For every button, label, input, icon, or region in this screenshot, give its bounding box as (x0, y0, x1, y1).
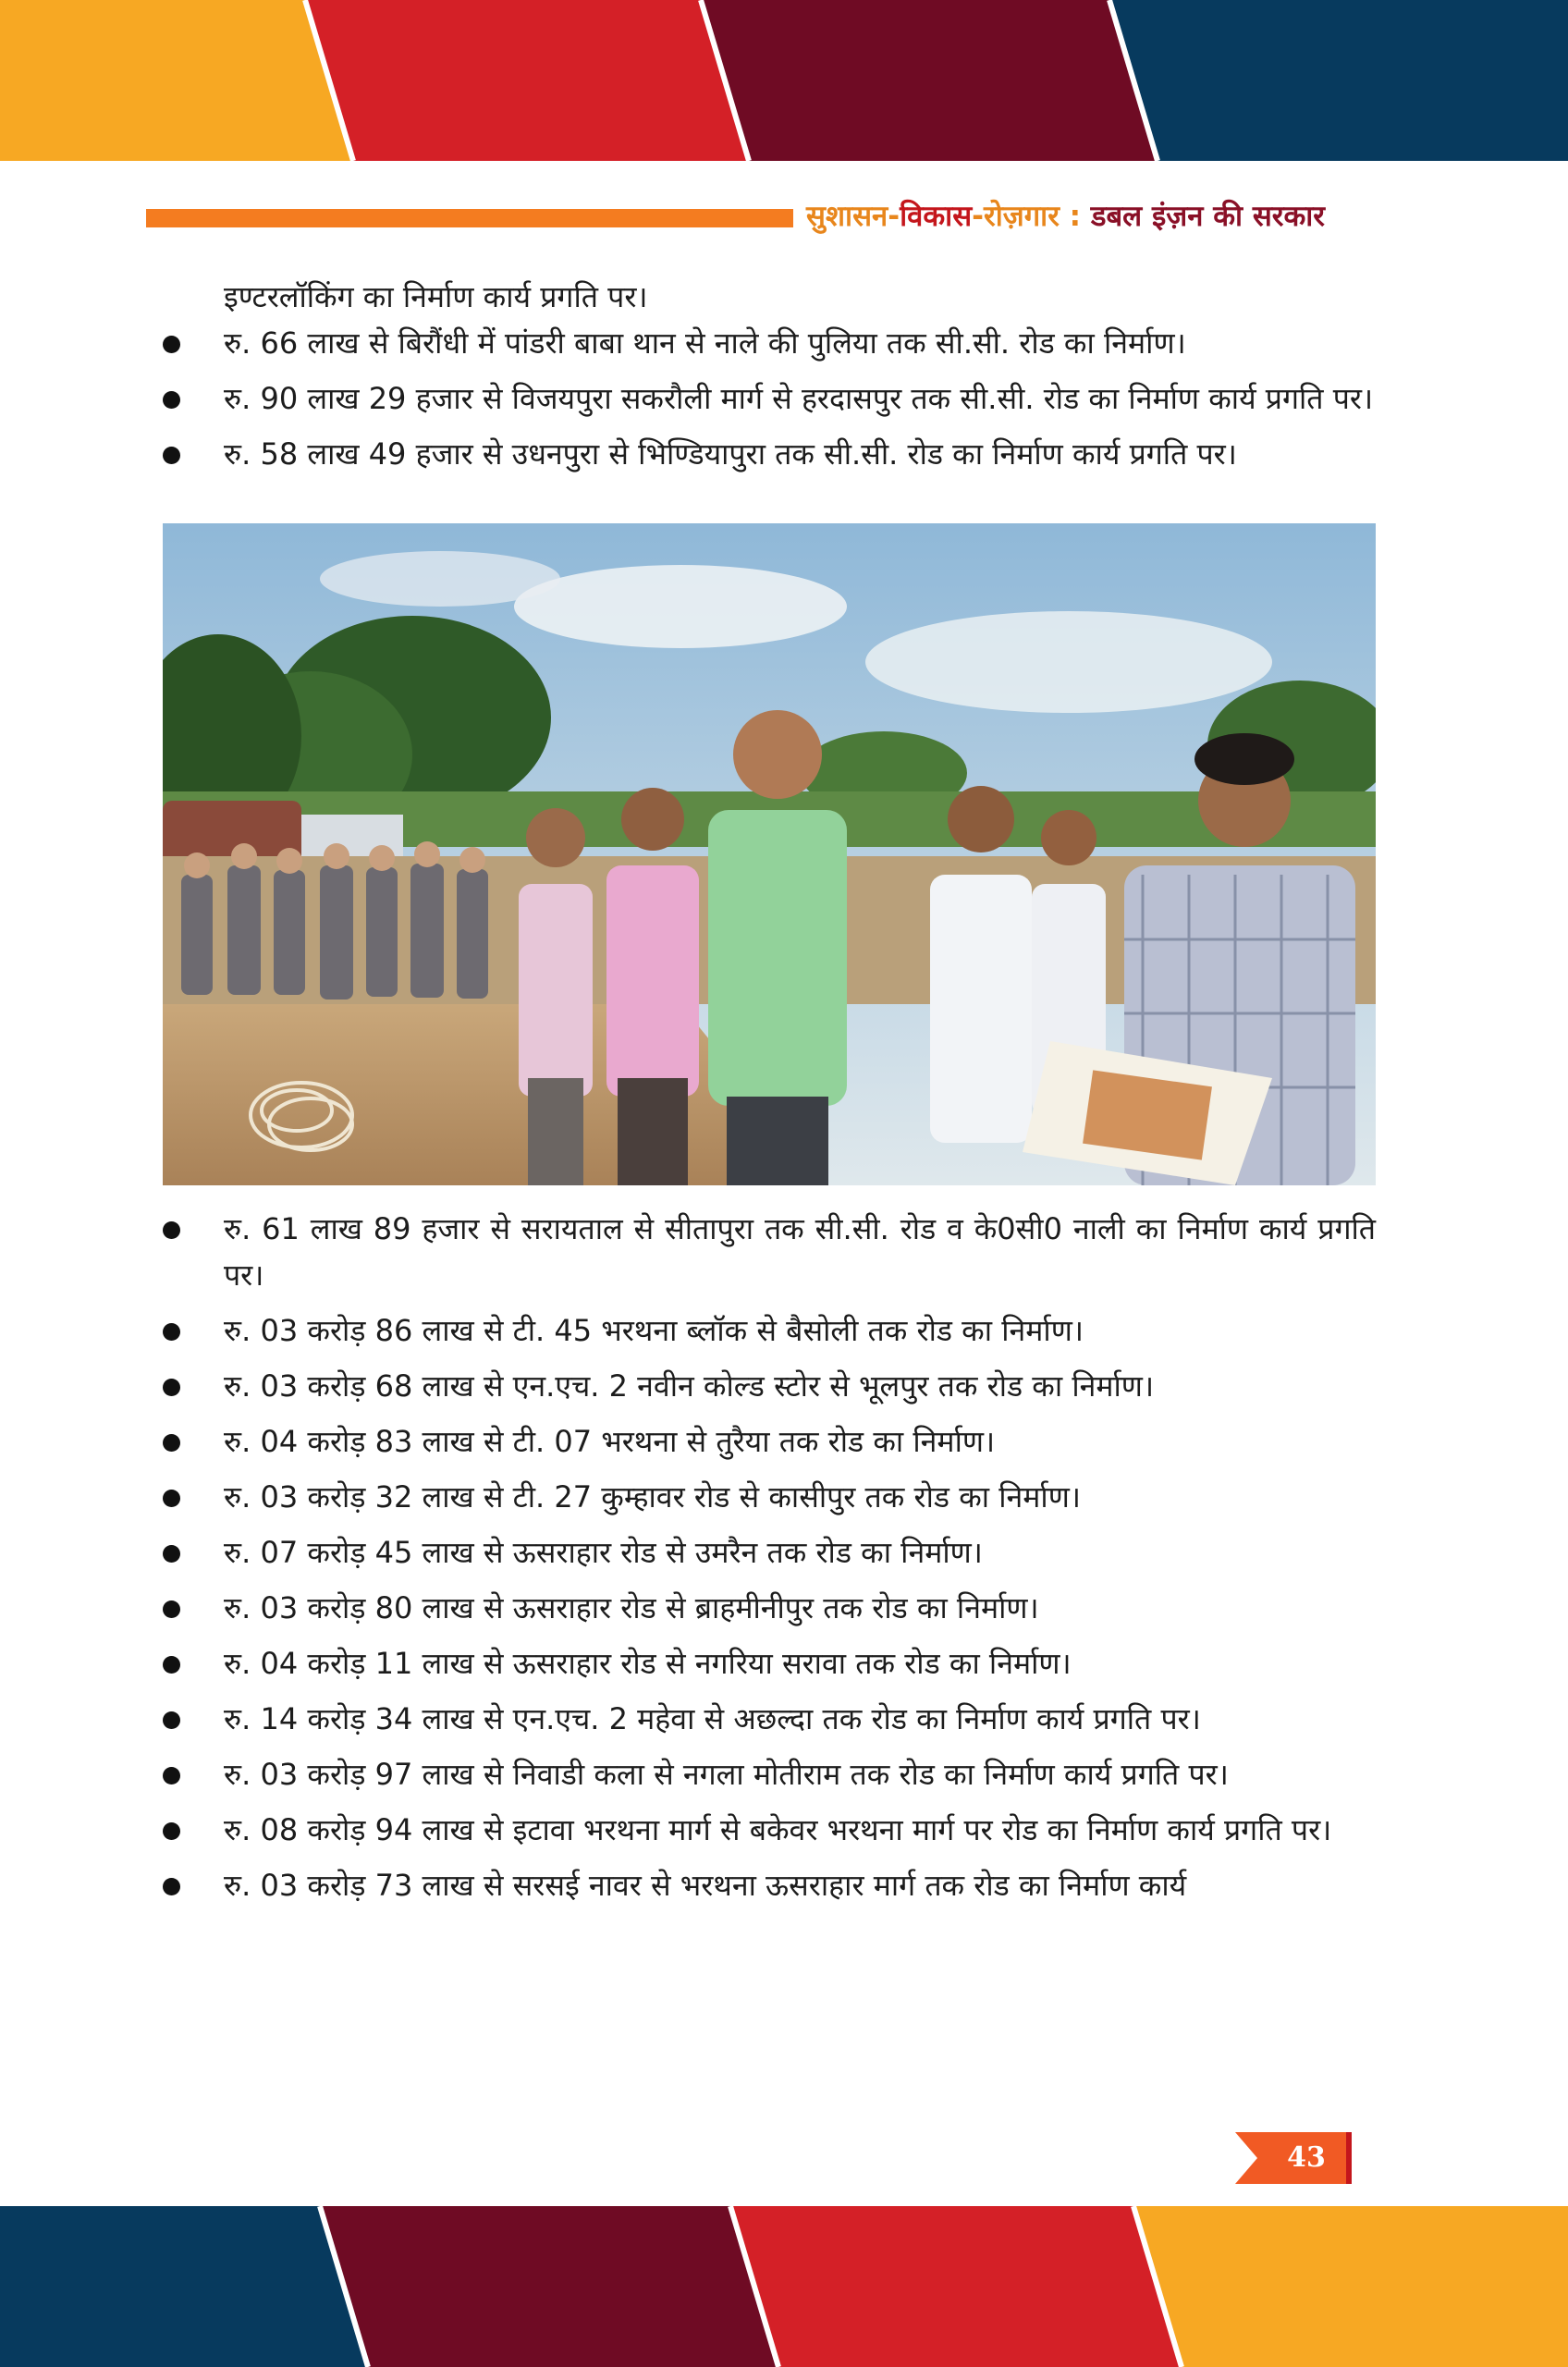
bullet-icon (163, 391, 180, 409)
list-item (159, 320, 1376, 366)
bullet-icon (163, 1656, 180, 1674)
list-item (159, 1474, 1376, 1520)
list-item-text: रु. 66 लाख से बिरौंधी में पांडरी बाबा थान से नाले की पुलिया तक सी.सी. रोड का निर्माण। (224, 325, 1186, 361)
page-number-badge (1235, 2132, 1352, 2184)
list-item (159, 1807, 1376, 1853)
bullet-icon (163, 1545, 180, 1563)
list-item (159, 1751, 1376, 1797)
list-item-text: रु. 03 करोड़ 73 लाख से सरसई नावर से भरथना ऊसराहार मार्ग तक रोड का निर्माण कार्य (224, 1868, 1187, 1903)
bullet-icon (163, 1711, 180, 1729)
bullet-icon (163, 1600, 180, 1618)
list-item-text: रु. 07 करोड़ 45 लाख से ऊसराहार रोड से उमरैन तक रोड का निर्माण। (224, 1535, 983, 1570)
list-item (159, 1585, 1376, 1631)
site-inspection-photo (163, 523, 1376, 1185)
page-content (159, 274, 1376, 1918)
list-item (159, 1206, 1376, 1298)
bullet-icon (163, 447, 180, 464)
bullet-icon (163, 1434, 180, 1452)
list-item-text: रु. 04 करोड़ 11 लाख से ऊसराहार रोड से नगरिया सरावा तक रोड का निर्माण। (224, 1646, 1072, 1681)
header-title-part: विकास (900, 200, 973, 233)
page-number: 43 (1287, 2141, 1326, 2174)
list-item (159, 1529, 1376, 1576)
bullet-icon (163, 1323, 180, 1341)
list-item (159, 1363, 1376, 1409)
list-item (159, 1418, 1376, 1465)
header-orange-rule (146, 209, 793, 227)
list-item (159, 431, 1376, 477)
list-item (159, 1307, 1376, 1354)
list-item (159, 1696, 1376, 1742)
bullet-icon (163, 336, 180, 353)
bullet-icon (163, 1221, 180, 1239)
top-color-band (0, 0, 1568, 161)
header-title-part: सुशासन- (806, 200, 900, 233)
list-item-text: रु. 04 करोड़ 83 लाख से टी. 07 भरथना से तुरैया तक रोड का निर्माण। (224, 1424, 996, 1459)
list-item-text: रु. 03 करोड़ 97 लाख से निवाडी कला से नगला मोतीराम तक रोड का निर्माण कार्य प्रगति पर। (224, 1757, 1229, 1792)
bullet-icon (163, 1878, 180, 1895)
list-item-text: रु. 03 करोड़ 80 लाख से ऊसराहार रोड से ब्राहमीनीपुर तक रोड का निर्माण। (224, 1590, 1039, 1625)
header-title-part: -रोज़गार : (972, 200, 1091, 233)
bullet-icon (163, 1490, 180, 1507)
bullet-list-bottom (159, 1206, 1376, 1908)
list-item-text: रु. 08 करोड़ 94 लाख से इटावा भरथना मार्ग से बकेवर भरथना मार्ग पर रोड का निर्माण कार्य प्रगति पर। (224, 1812, 1332, 1847)
header-title (806, 198, 1325, 235)
list-item (159, 1640, 1376, 1686)
bullet-icon (163, 1379, 180, 1396)
list-item-text: रु. 03 करोड़ 32 लाख से टी. 27 कुम्हावर रोड से कासीपुर तक रोड का निर्माण। (224, 1479, 1081, 1515)
list-item-text: रु. 14 करोड़ 34 लाख से एन.एच. 2 महेवा से अछल्दा तक रोड का निर्माण कार्य प्रगति पर। (224, 1701, 1201, 1736)
bottom-color-band (0, 2206, 1568, 2367)
list-item (159, 375, 1376, 422)
list-item-text: रु. 03 करोड़ 68 लाख से एन.एच. 2 नवीन कोल्ड स्टोर से भूलपुर तक रोड का निर्माण। (224, 1368, 1155, 1404)
list-item-text: रु. 61 लाख 89 हजार से सरायताल से सीतापुरा तक सी.सी. रोड व के0सी0 नाली का निर्माण कार्य प्रगति पर। (224, 1211, 1376, 1293)
list-item-text: रु. 03 करोड़ 86 लाख से टी. 45 भरथना ब्लॉक से बैसोली तक रोड का निर्माण। (224, 1313, 1084, 1348)
bullet-list-top (159, 320, 1376, 477)
list-item (159, 1862, 1376, 1908)
list-item-text: रु. 58 लाख 49 हजार से उधनपुरा से भिण्डियापुरा तक सी.सी. रोड का निर्माण कार्य प्रगति पर। (224, 436, 1237, 472)
bullet-icon (163, 1822, 180, 1840)
header-title-part: डबल इंज़न की सरकार (1090, 200, 1325, 233)
intro-line: इण्टरलॉकिंग का निर्माण कार्य प्रगति पर। (224, 279, 648, 314)
list-item-text: रु. 90 लाख 29 हजार से विजयपुरा सकरौली मार्ग से हरदासपुर तक सी.सी. रोड का निर्माण कार्य प्रगति पर। (224, 381, 1374, 416)
bullet-icon (163, 1767, 180, 1784)
